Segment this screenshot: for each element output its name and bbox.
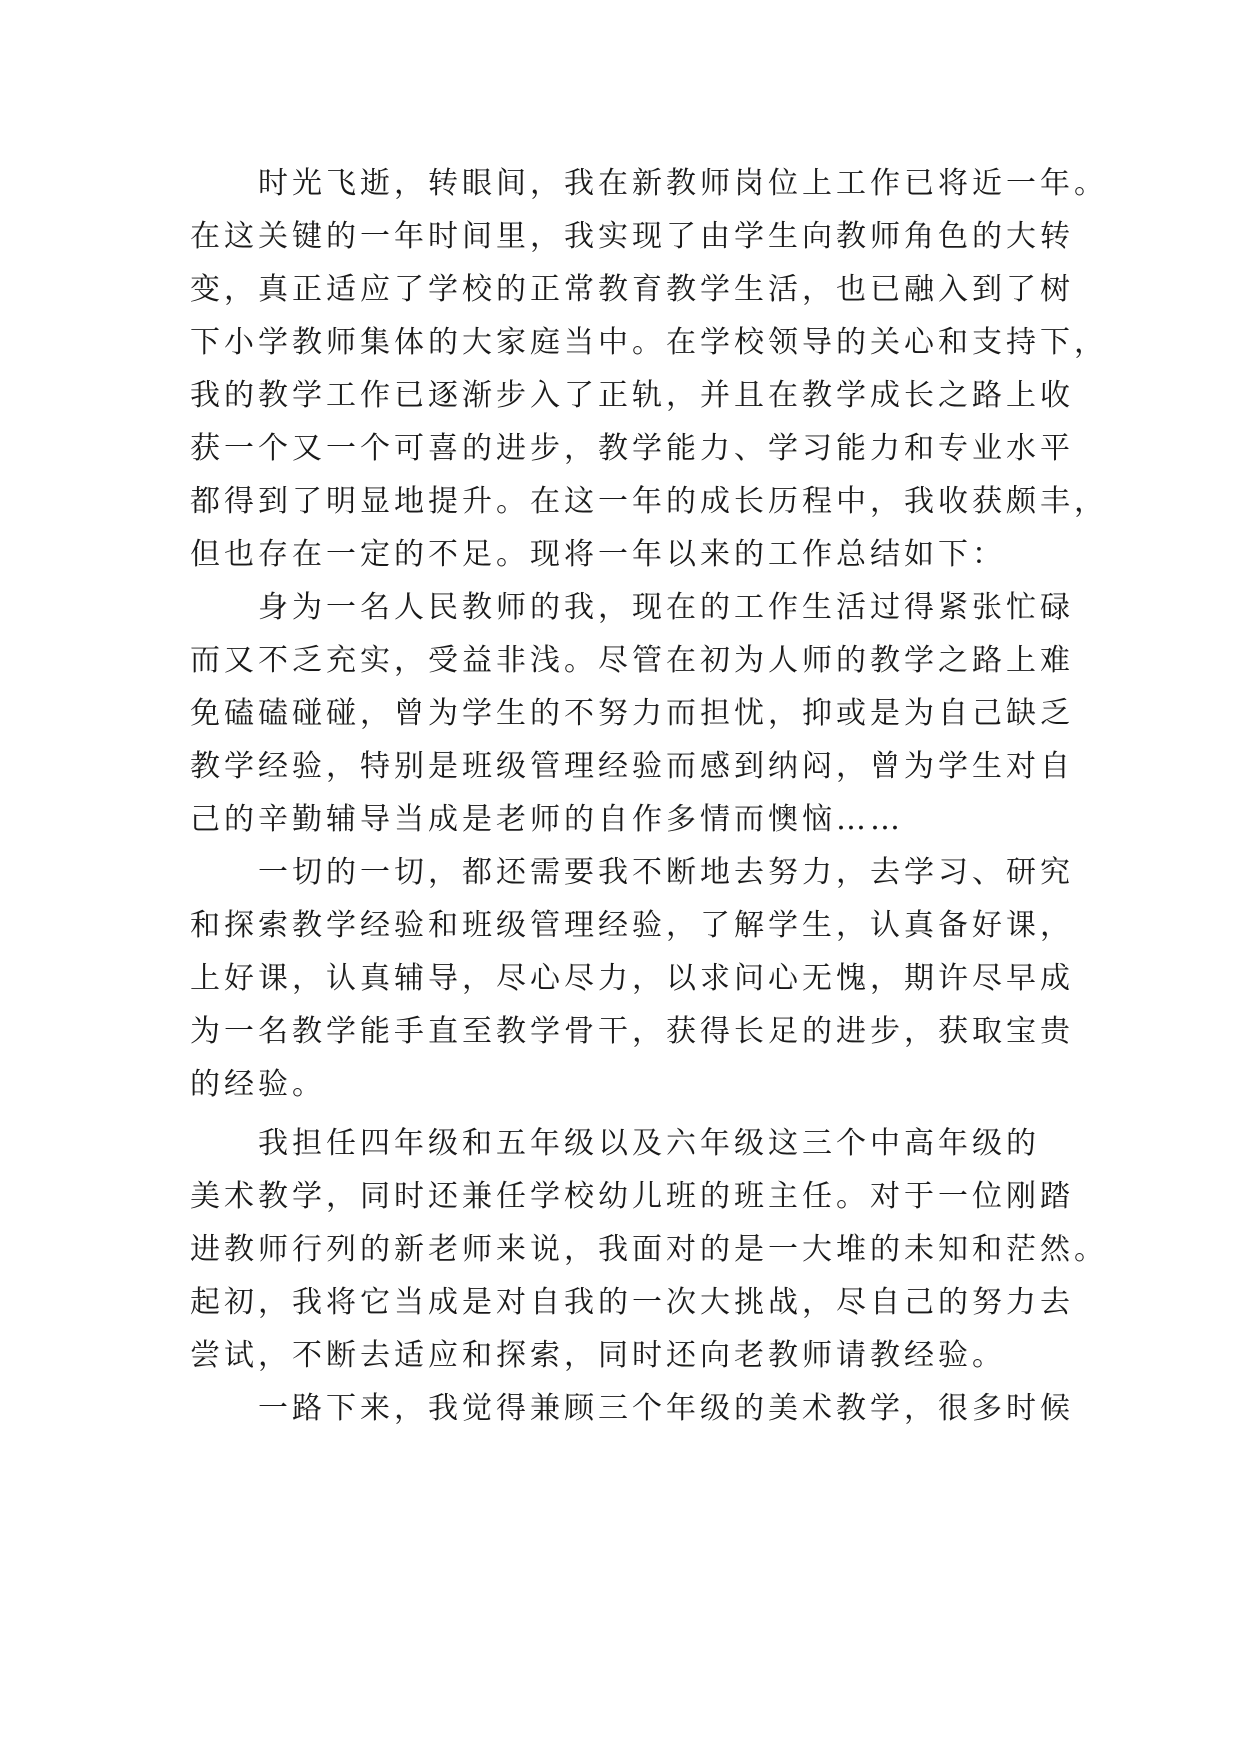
text-line: 变，真正适应了学校的正常教育教学生活，也已融入到了树: [190, 272, 1074, 307]
text-line: 下小学教师集体的大家庭当中。在学校领导的关心和支持下，: [190, 325, 1108, 360]
text-line: 我担任四年级和五年级以及六年级这三个中高年级的: [190, 1126, 1040, 1161]
text-line: 一切的一切，都还需要我不断地去努力，去学习、研究: [190, 855, 1074, 890]
text-line: 获一个又一个可喜的进步，教学能力、学习能力和专业水平: [190, 431, 1074, 466]
text-line: 但也存在一定的不足。现将一年以来的工作总结如下：: [190, 537, 1006, 572]
text-line: 进教师行列的新老师来说，我面对的是一大堆的未知和茫然。: [190, 1232, 1108, 1267]
text-line: 为一名教学能手直至教学骨干，获得长足的进步，获取宝贵: [190, 1014, 1074, 1049]
text-line: 上好课，认真辅导，尽心尽力，以求问心无愧，期许尽早成: [190, 961, 1074, 996]
text-line: 在这关键的一年时间里，我实现了由学生向教师角色的大转: [190, 219, 1074, 254]
text-line: 教学经验，特别是班级管理经验而感到纳闷，曾为学生对自: [190, 749, 1074, 784]
text-line: 尝试，不断去适应和探索，同时还向老教师请教经验。: [190, 1338, 1006, 1373]
text-line: 免磕磕碰碰，曾为学生的不努力而担忧，抑或是为自己缺乏: [190, 696, 1074, 731]
text-line: 的经验。: [190, 1067, 326, 1102]
text-line: 己的辛勤辅导当成是老师的自作多情而懊恼……: [190, 802, 904, 837]
text-line: 身为一名人民教师的我，现在的工作生活过得紧张忙碌: [190, 590, 1074, 625]
text-line: 时光飞逝，转眼间，我在新教师岗位上工作已将近一年。: [190, 166, 1108, 201]
text-line: 都得到了明显地提升。在这一年的成长历程中，我收获颇丰，: [190, 484, 1108, 519]
text-line: 我的教学工作已逐渐步入了正轨，并且在教学成长之路上收: [190, 378, 1074, 413]
text-line: 一路下来，我觉得兼顾三个年级的美术教学，很多时候: [190, 1391, 1074, 1426]
text-line: 而又不乏充实，受益非浅。尽管在初为人师的教学之路上难: [190, 643, 1074, 678]
text-line: 起初，我将它当成是对自我的一次大挑战，尽自己的努力去: [190, 1285, 1074, 1320]
text-line: 美术教学，同时还兼任学校幼儿班的班主任。对于一位刚踏: [190, 1179, 1074, 1214]
text-line: 和探索教学经验和班级管理经验，了解学生，认真备好课，: [190, 908, 1074, 943]
